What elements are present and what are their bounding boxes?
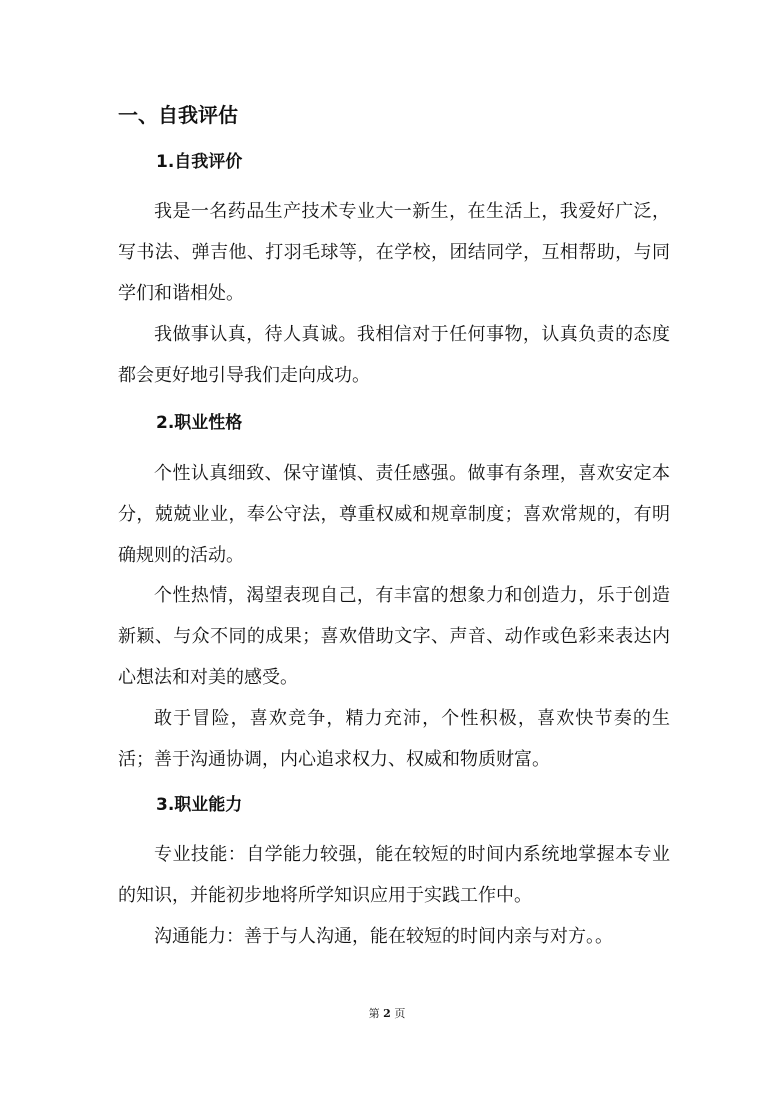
paragraph: 个性认真细致、保守谨慎、责任感强。做事有条理，喜欢安定本分，兢兢业业，奉公守法，尊重权威和规章制度；喜欢常规的，有明确规则的活动。 [118,463,670,566]
page-label-prefix: 第 [368,1007,380,1020]
subsection-heading-career-personality: 2.职业性格 [156,413,243,433]
paragraph: 我做事认真，待人真诚。我相信对于任何事物，认真负责的态度都会更好地引导我们走向成功。 [118,324,670,386]
subsection-heading-career-ability: 3.职业能力 [156,795,243,815]
subsection-heading-self-evaluation: 1.自我评价 [156,152,243,172]
section-title: 一、自我评估 [118,103,238,127]
page-number: 2 [383,1007,391,1020]
paragraph: 个性热情，渴望表现自己，有丰富的想象力和创造力，乐于创造新颖、与众不同的成果；喜欢借助文字、声音、动作或色彩来表达内心想法和对美的感受。 [118,585,670,688]
paragraph: 我是一名药品生产技术专业大一新生，在生活上，我爱好广泛，写书法、弹吉他、打羽毛球等，在学校，团结同学，互相帮助，与同学们和谐相处。 [118,201,670,304]
page-label-suffix: 页 [394,1007,406,1020]
paragraph: 沟通能力：善于与人沟通，能在较短的时间内亲与对方。。 [154,926,613,947]
paragraph: 敢于冒险，喜欢竞争，精力充沛，个性积极，喜欢快节奏的生活；善于沟通协调，内心追求权力、权威和物质财富。 [118,708,670,770]
paragraph: 专业技能：自学能力较强，能在较短的时间内系统地掌握本专业的知识，并能初步地将所学知识应用于实践工作中。 [118,844,670,906]
page-footer [0,1006,774,1022]
